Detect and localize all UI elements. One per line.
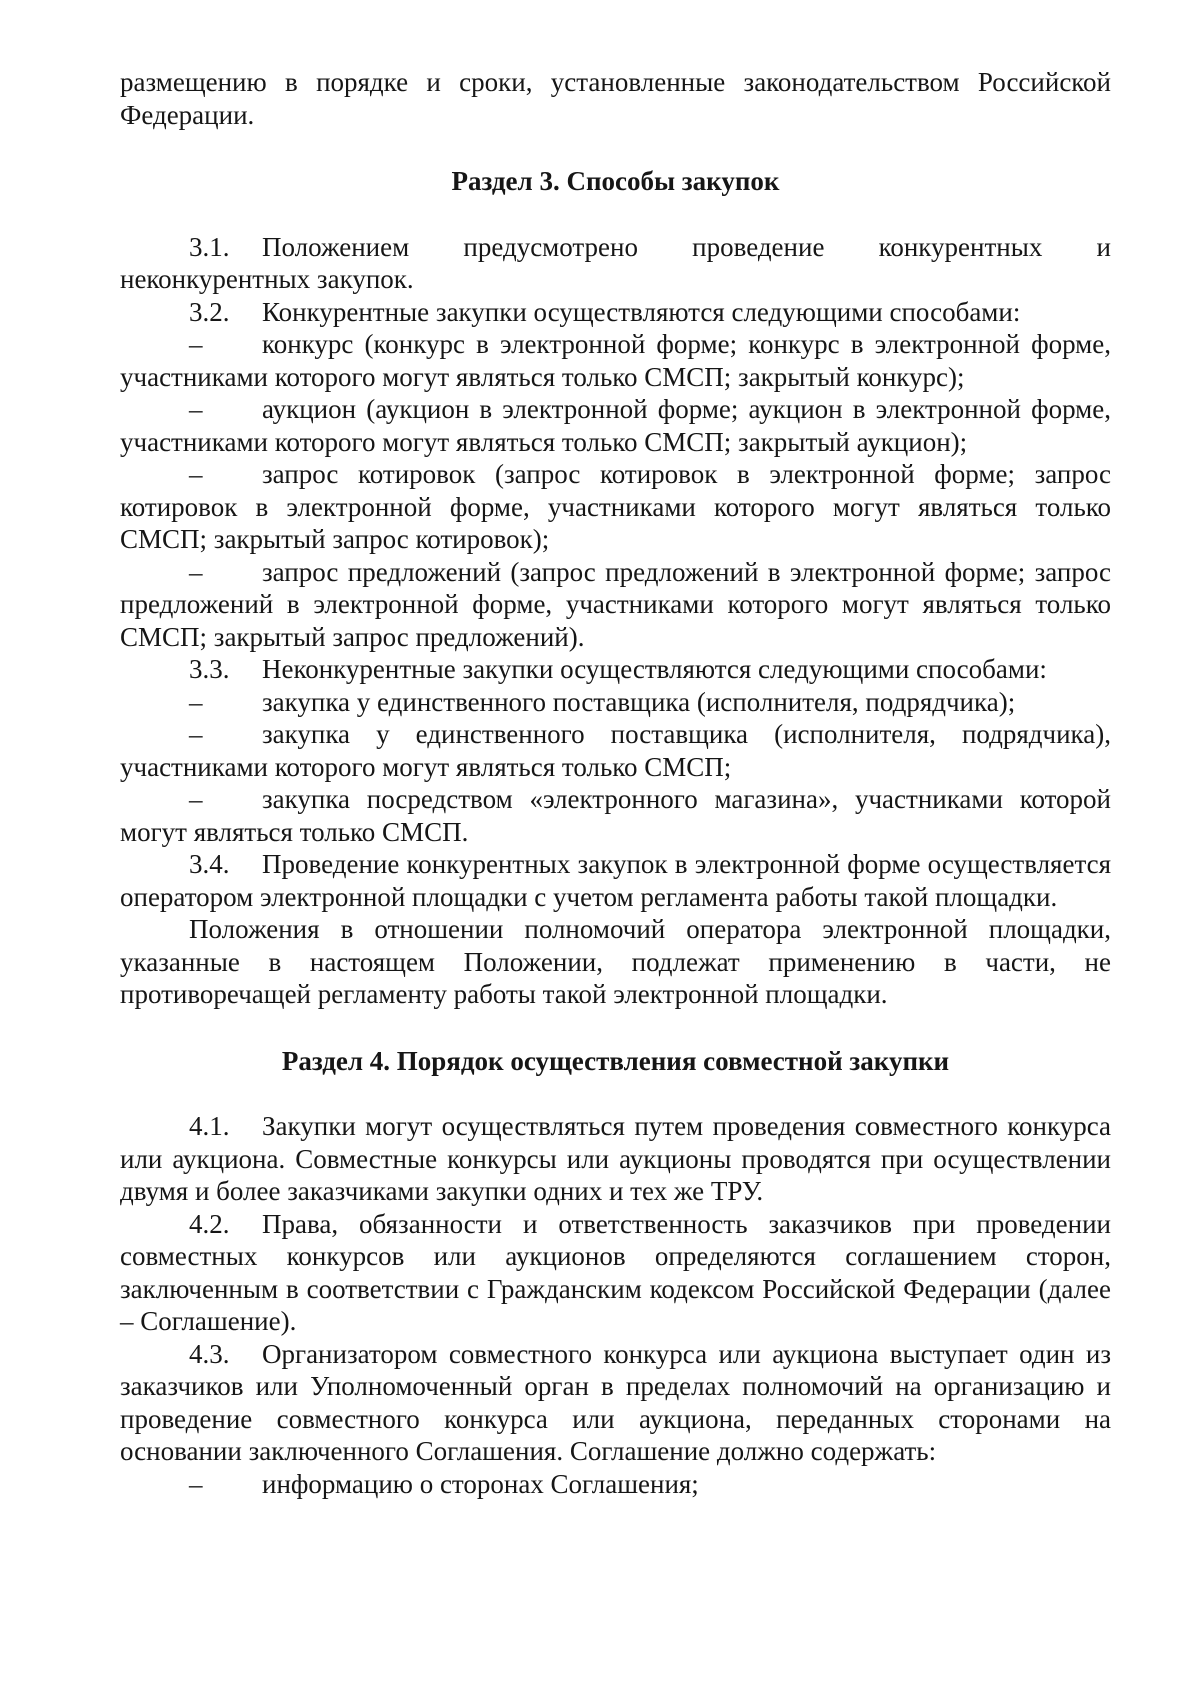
list-item-text: закупка у единственного поставщика (исполнителя, подрядчика); <box>262 686 1016 717</box>
clause-3-4-continued: Положения в отношении полномочий оператора электронной площадки, указанные в настоящем Положении, подлежат применению в части, не противоречащей регламенту работы такой электронной площадки. <box>120 914 1111 1009</box>
clause-text: Проведение конкурентных закупок в электронной форме осуществляется оператором электронной площадки с учетом регламента работы такой площадки. <box>120 849 1111 912</box>
clause-3-1 <box>120 231 1111 296</box>
list-item <box>120 458 1111 556</box>
clause-number: 3.2. <box>189 296 230 327</box>
list-item-text: закупка посредством «электронного магазина», участниками которой могут являться только СМСП. <box>120 784 1111 847</box>
clause-4-2 <box>120 1208 1111 1338</box>
clause-text: Конкурентные закупки осуществляются следующими способами: <box>262 296 1021 327</box>
section-4-heading: Раздел 4. Порядок осуществления совместной закупки <box>281 1045 950 1076</box>
clause-number: 3.4. <box>189 849 230 879</box>
dash-marker: – <box>189 719 203 749</box>
list-item-text: аукцион (аукцион в электронной форме; аукцион в электронной форме, участниками которого могут являться только СМСП; закрытый аукцион); <box>120 394 1111 457</box>
list-item-text: закупка у единственного поставщика (исполнителя, подрядчика), участниками которого могут являться только СМСП; <box>120 719 1111 782</box>
clause-text: Права, обязанности и ответственность заказчиков при проведении совместных конкурсов или аукционов определяются соглашением сторон, заключенным в соответствии с Гражданским кодексом Российской Федерации (далее – Соглашение). <box>120 1208 1111 1336</box>
list-item-text: запрос предложений (запрос предложений в электронной форме; запрос предложений в электронной форме, участниками которого могут являться только СМСП; закрытый запрос предложений). <box>120 556 1111 652</box>
clause-text: Закупки могут осуществляться путем проведения совместного конкурса или аукциона. Совместные конкурсы или аукционы проводятся при осуществлении двумя и более заказчиками закупки одних и тех же ТРУ. <box>120 1111 1111 1206</box>
clause-4-1 <box>120 1110 1111 1208</box>
list-item <box>120 718 1111 783</box>
list-item-text: информацию о сторонах Соглашения; <box>262 1468 699 1499</box>
clause-3-2 <box>120 296 1111 329</box>
clause-number: 4.3. <box>189 1338 230 1369</box>
dash-marker: – <box>189 1468 203 1499</box>
section-3-heading: Раздел 3. Способы закупок <box>451 166 780 196</box>
list-item <box>120 393 1111 458</box>
dash-marker: – <box>189 686 203 717</box>
document-page <box>120 66 1111 1500</box>
list-item <box>120 328 1111 393</box>
clause-number: 3.1. <box>189 231 230 262</box>
list-item <box>120 1468 1111 1501</box>
clause-number: 4.2. <box>189 1208 230 1239</box>
list-item <box>120 783 1111 848</box>
dash-marker: – <box>189 784 203 814</box>
clause-3-4 <box>120 848 1111 913</box>
list-item-text: запрос котировок (запрос котировок в электронной форме; запрос котировок в электронной форме, участниками которого могут являться только СМСП; закрытый запрос котировок); <box>120 459 1111 554</box>
clause-number: 3.3. <box>189 654 230 684</box>
list-item-text: конкурс (конкурс в электронной форме; конкурс в электронной форме, участниками которого могут являться только СМСП; закрытый конкурс); <box>120 329 1111 392</box>
list-item <box>120 556 1111 654</box>
continuation-paragraph: размещению в порядке и сроки, установленные законодательством Российской Федерации. <box>120 67 1111 130</box>
clause-text: Положением предусмотрено проведение конкурентных и неконкурентных закупок. <box>120 231 1111 294</box>
dash-marker: – <box>189 459 203 489</box>
dash-marker: – <box>189 329 203 359</box>
clause-text: Организатором совместного конкурса или аукциона выступает один из заказчиков или Уполномоченный орган в пределах полномочий на организацию и проведение совместного конкурса или аукциона, переданных сторонами на основании заключенного Соглашения. Соглашение должно содержать: <box>120 1338 1111 1466</box>
clause-4-3 <box>120 1338 1111 1468</box>
dash-marker: – <box>189 556 203 587</box>
list-item <box>120 686 1111 719</box>
clause-number: 4.1. <box>189 1111 230 1141</box>
dash-marker: – <box>189 394 203 424</box>
clause-text: Неконкурентные закупки осуществляются следующими способами: <box>262 654 1047 684</box>
clause-3-3 <box>120 653 1111 686</box>
